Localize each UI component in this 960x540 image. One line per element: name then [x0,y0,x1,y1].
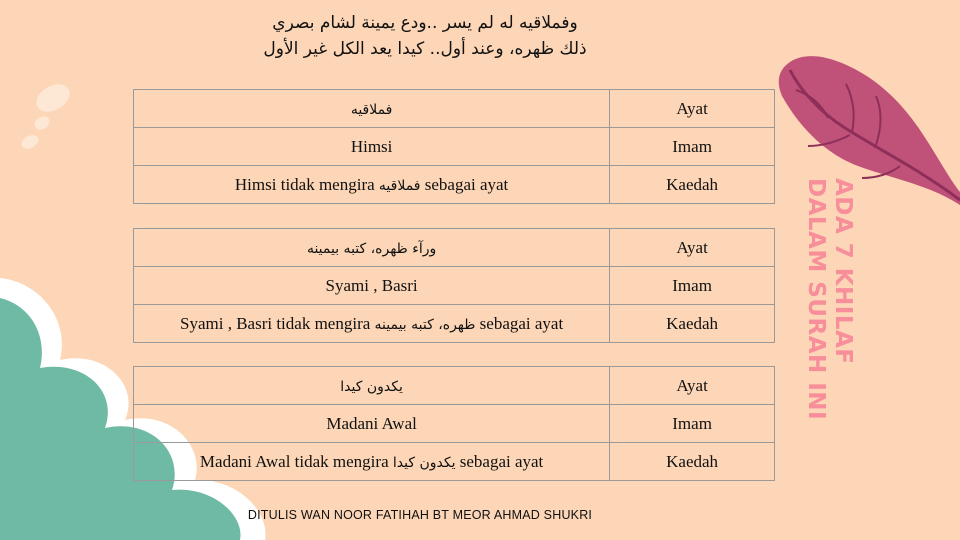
imam-label: Imam [610,128,775,166]
table-row [134,305,775,343]
khilaf-table-3 [133,366,775,481]
kaedah-value: Syami , Basri tidak mengira ظهره، كتبه بيمينه sebagai ayat [134,305,610,343]
side-title-line-2: DALAM SURAH INI [803,178,829,421]
bubble-shape [19,132,41,151]
poem-block [230,10,620,62]
table-row [134,90,775,128]
bubble-shape [32,114,52,132]
side-title [802,178,856,420]
imam-value: Syami , Basri [134,267,610,305]
khilaf-table-1 [133,89,775,204]
bubble-shape [31,79,74,118]
side-title-line-1: ADA 7 KHILAF [830,178,856,365]
imam-value: Himsi [134,128,610,166]
table-row [134,405,775,443]
kaedah-value: Himsi tidak mengira فملاقيه sebagai ayat [134,166,610,204]
table-row [134,367,775,405]
imam-label: Imam [610,405,775,443]
table-row [134,128,775,166]
ayat-value: يكدون كيدا [134,367,610,405]
table-row [134,443,775,481]
table-row [134,166,775,204]
poem-line-2: ذلك ظهره، وعند أول.. كيدا يعد الكل غير الأول [263,39,587,59]
ayat-label: Ayat [610,367,775,405]
kaedah-label: Kaedah [610,166,775,204]
table-row [134,229,775,267]
ayat-value: ورآء ظهره، كتبه بيمينه [134,229,610,267]
author-footer: DITULIS WAN NOOR FATIHAH BT MEOR AHMAD SHUKRI [247,508,593,522]
poem-line-1: وفملاقيه له لم يسر ..ودع يمينة لشام بصري [272,13,578,33]
kaedah-label: Kaedah [610,443,775,481]
kaedah-label: Kaedah [610,305,775,343]
ayat-label: Ayat [610,90,775,128]
imam-label: Imam [610,267,775,305]
imam-value: Madani Awal [134,405,610,443]
kaedah-value: Madani Awal tidak mengira يكدون كيدا sebagai ayat [134,443,610,481]
table-row [134,267,775,305]
khilaf-table-2 [133,228,775,343]
ayat-value: فملاقيه [134,90,610,128]
ayat-label: Ayat [610,229,775,267]
